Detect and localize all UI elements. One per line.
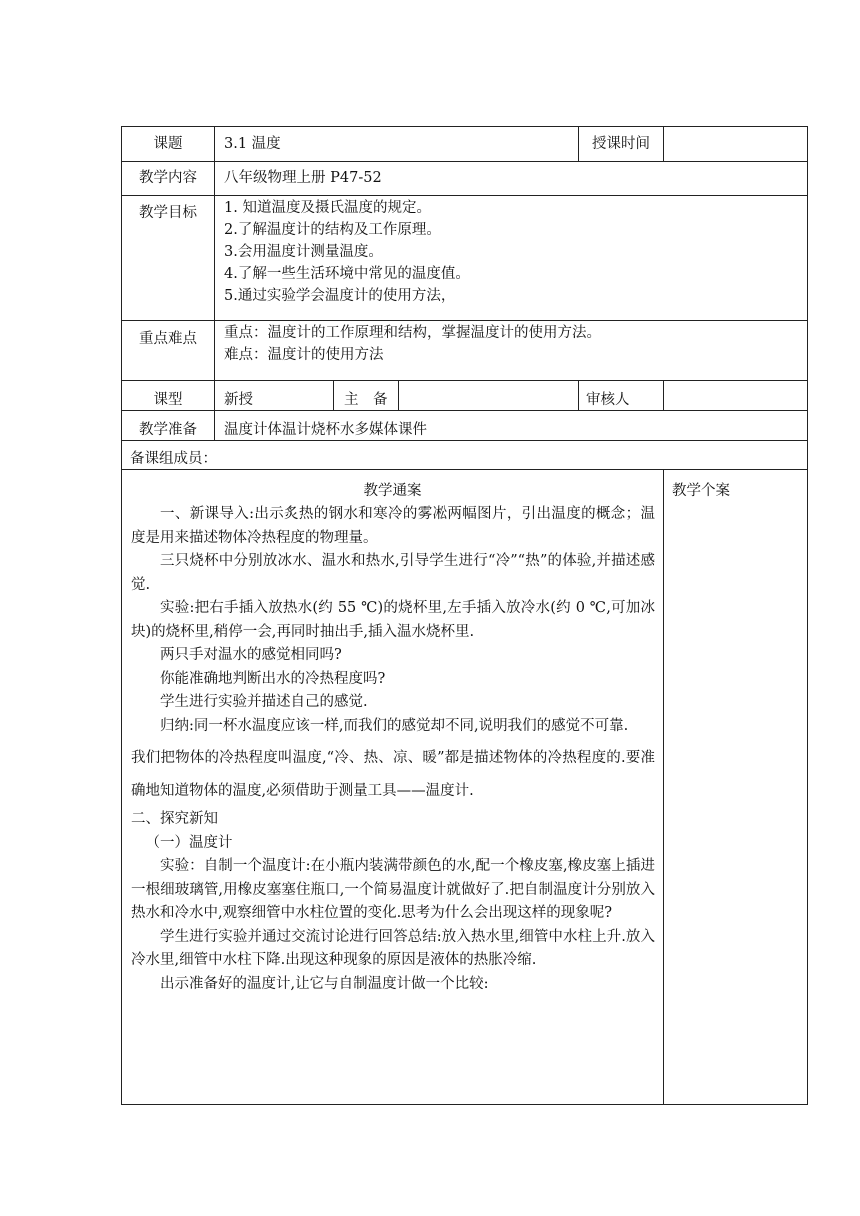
paragraph: 两只手对温水的感觉相同吗? (160, 647, 342, 663)
keypoint-item: 重点：温度计的工作原理和结构，掌握温度计的使用方法。 (224, 325, 601, 341)
type-label: 课型 (153, 392, 183, 408)
prep-label: 教学准备 (139, 422, 197, 438)
time-label: 授课时间 (592, 136, 650, 152)
rule-type-col-a (333, 380, 334, 410)
rule-type-col-b (398, 380, 399, 410)
goal-item: 1. 知道温度及摄氏温度的规定。 (224, 200, 431, 216)
keypoint-item: 难点：温度计的使用方法 (224, 347, 384, 363)
rule-row2 (121, 195, 808, 196)
paragraph: 实验:把右手插入放热水(约 55 ℃)的烧杯里,左手插入放冷水(约 0 ℃,可加冰块)的烧杯里,稍停一会,再同时抽出手,插入温水烧杯里. (131, 600, 655, 640)
common-plan-title: 教学通案 (363, 483, 422, 499)
goal-item: 5.通过实验学会温度计的使用方法， (224, 288, 456, 304)
keypoints-label: 重点难点 (139, 331, 197, 347)
common-plan-body (131, 503, 655, 996)
rule-row3 (121, 320, 808, 321)
paragraph: 学生进行实验并通过交流讨论进行回答总结:放入热水里,细管中水柱上升.放入冷水里,细管中水柱下降.出现这种现象的原因是液体的热胀冷缩. (131, 928, 655, 968)
reviewer-label: 审核人 (586, 392, 630, 408)
rule-main-col (663, 469, 664, 1105)
goals-label: 教学目标 (139, 205, 197, 221)
subsection-heading: （一）温度计 (145, 834, 233, 851)
paragraph: 归纳:同一杯水温度应该一样,而我们的感觉却不同,说明我们的感觉不可靠. (160, 717, 629, 734)
paragraph: 出示准备好的温度计,让它与自制温度计做一个比较: (160, 975, 489, 992)
subject-label: 课题 (153, 136, 183, 152)
group-members-label: 备课组成员： (130, 451, 217, 467)
rule-right (807, 126, 808, 1105)
rule-left (121, 126, 122, 1105)
goal-item: 4.了解一些生活环境中常见的温度值。 (224, 266, 470, 282)
rule-row4 (121, 380, 808, 381)
paragraph: 实验：自制一个温度计:在小瓶内装满带颜色的水,配一个橡皮塞,橡皮塞上插进一根细玻璃管,用橡皮塞塞住瓶口,一个简易温度计就做好了.把自制温度计分别放入热水和冷水中,观察细管中水柱位置的变化.思考为什么会出现这样的现象呢? (131, 858, 655, 921)
rule-type-col-d (663, 380, 664, 410)
prep-value: 温度计体温计烧杯水多媒体课件 (224, 422, 427, 438)
paragraph: 你能准确地判断出水的冷热程度吗? (160, 670, 386, 687)
paragraph: 学生进行实验并描述自己的感觉. (160, 694, 368, 710)
paragraph: 三只烧杯中分别放冰水、温水和热水,引导学生进行“冷”“热”的体验,并描述感觉. (131, 553, 655, 593)
rule-type-col-c (578, 380, 579, 410)
content-label: 教学内容 (139, 170, 197, 186)
goal-item: 3.会用温度计测量温度。 (224, 244, 383, 260)
subject-value: 3.1 温度 (224, 136, 281, 152)
rule-label-col (214, 126, 215, 440)
rule-row7 (121, 469, 808, 470)
type-value: 新授 (224, 392, 253, 408)
section-heading: 二、探究新知 (131, 811, 218, 827)
rule-time-col-b (663, 126, 664, 161)
content-value: 八年级物理上册 P47-52 (224, 170, 382, 186)
rule-row1 (121, 161, 808, 162)
paragraph: 一、新课导入:出示炙热的钢水和寒冷的雾凇两幅图片，引出温度的概念；温度是用来描述物体冷热程度的物理量。 (131, 506, 655, 546)
paragraph: 我们把物体的冷热程度叫温度,“冷、热、凉、暖”都是描述物体的冷热程度的.要准确地知道物体的温度,必须借助于测量工具——温度计. (131, 750, 655, 799)
preparer-label: 主 备 (344, 392, 388, 408)
rule-bottom (121, 1104, 808, 1105)
rule-top (121, 126, 808, 127)
personal-plan-title: 教学个案 (672, 483, 730, 499)
goal-item: 2.了解温度计的结构及工作原理。 (224, 222, 441, 238)
